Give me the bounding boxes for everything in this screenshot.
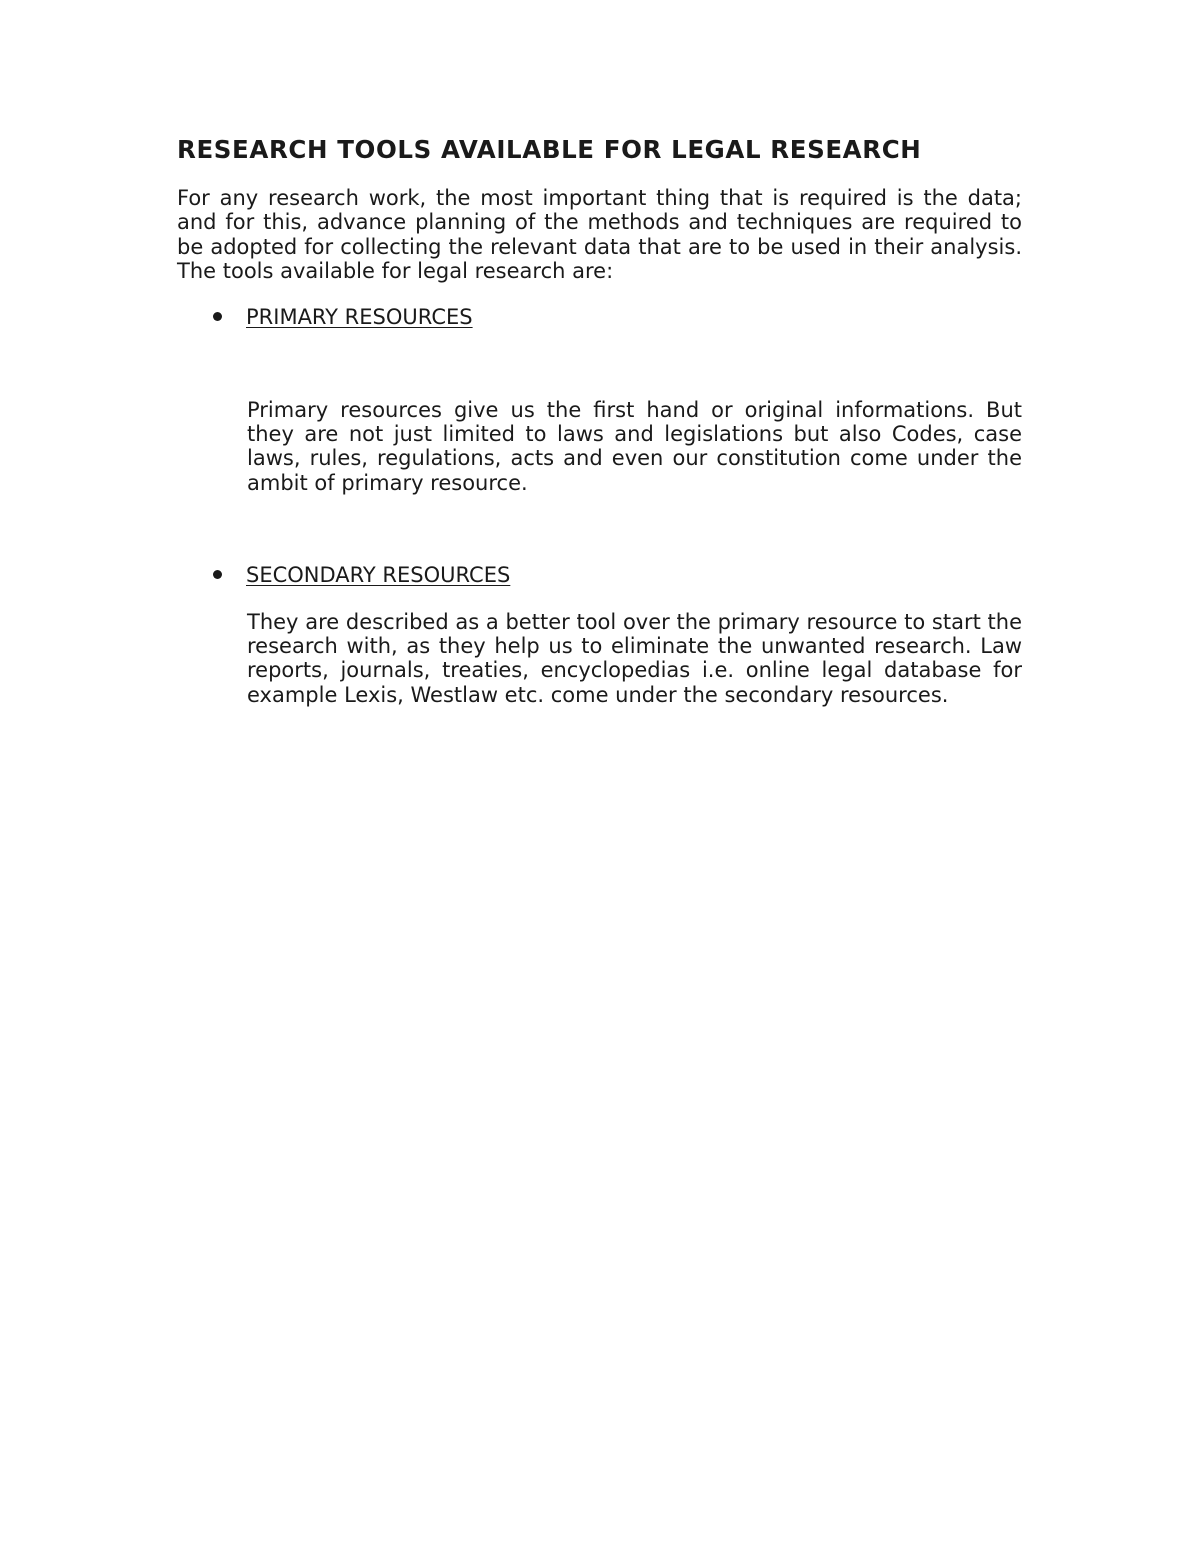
bullet-item-secondary-resources: [213, 562, 1033, 588]
primary-resources-paragraph: Primary resources give us the first hand or original informations. But they are not just limited to laws and legislations but also Codes, case laws, rules, regulations, acts and even our constitution come under the ambit of primary resource.: [247, 398, 1022, 495]
secondary-resources-heading: SECONDARY RESOURCES: [246, 563, 511, 587]
document-title: RESEARCH TOOLS AVAILABLE FOR LEGAL RESEARCH: [177, 135, 922, 164]
bullet-icon: [213, 570, 222, 579]
secondary-resources-paragraph: They are described as a better tool over the primary resource to start the research with, as they help us to eliminate the unwanted research. Law reports, journals, treaties, encyclopedias i.e. online legal database for example Lexis, Westlaw etc. come under the secondary resources.: [247, 610, 1022, 707]
intro-paragraph: For any research work, the most important thing that is required is the data; and for this, advance planning of the methods and techniques are required to be adopted for collecting the relevant data that are to be used in their analysis. The tools available for legal research are:: [177, 186, 1022, 283]
bullet-item-primary-resources: [213, 304, 1033, 330]
primary-resources-heading: PRIMARY RESOURCES: [246, 305, 473, 329]
bullet-icon: [213, 312, 222, 321]
